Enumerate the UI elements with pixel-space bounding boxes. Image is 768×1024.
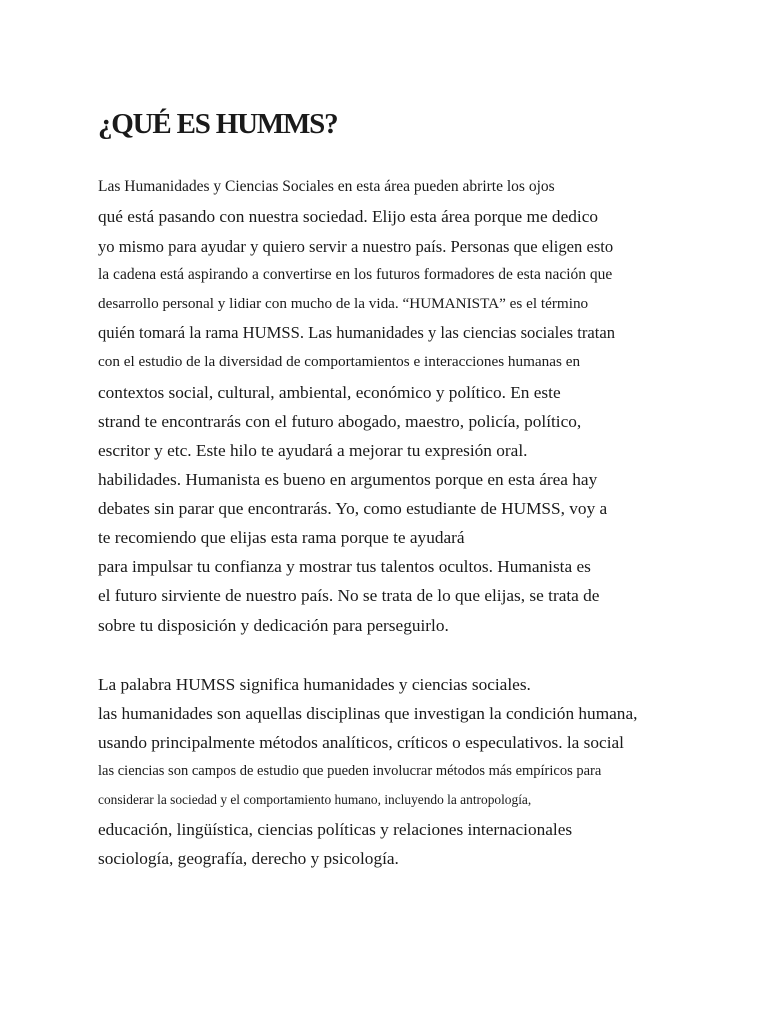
paragraph1-line-12: debates sin parar que encontrarás. Yo, como estudiante de HUMSS, voy a [98,499,608,518]
paragraph1-line-10: escritor y etc. Este hilo te ayudará a mejorar tu expresión oral. [98,441,528,460]
paragraph2-line-7: sociología, geografía, derecho y psicología. [98,849,399,868]
document-title: ¿QUÉ ES HUMMS? [98,108,338,140]
paragraph1-line-11: habilidades. Humanista es bueno en argumentos porque en esta área hay [98,470,598,489]
paragraph1-line-2: qué está pasando con nuestra sociedad. Elijo esta área porque me dedico [98,207,599,226]
paragraph1-line-3: yo mismo para ayudar y quiero servir a nuestro país. Personas que eligen esto [98,237,614,256]
paragraph2-line-6: educación, lingüística, ciencias políticas y relaciones internacionales [98,820,573,839]
paragraph1-line-15: el futuro sirviente de nuestro país. No se trata de lo que elijas, se trata de [98,586,600,605]
paragraph1-line-1: Las Humanidades y Ciencias Sociales en esta área pueden abrirte los ojos [98,178,555,195]
paragraph1-line-9: strand te encontrarás con el futuro abogado, maestro, policía, político, [98,412,582,431]
paragraph2-line-3: usando principalmente métodos analíticos, críticos o especulativos. la social [98,733,624,752]
paragraph1-line-4: la cadena está aspirando a convertirse en los futuros formadores de esta nación que [98,266,613,283]
paragraph1-line-7: con el estudio de la diversidad de comportamientos e interacciones humanas en [98,353,581,370]
paragraph1-line-5: desarrollo personal y lidiar con mucho de la vida. “HUMANISTA” es el término [98,295,589,312]
paragraph2-line-5: considerar la sociedad y el comportamiento humano, incluyendo la antropología, [98,792,532,807]
paragraph1-line-8: contextos social, cultural, ambiental, económico y político. En este [98,383,561,402]
paragraph1-line-14: para impulsar tu confianza y mostrar tus talentos ocultos. Humanista es [98,557,591,576]
paragraph1-line-13: te recomiendo que elijas esta rama porque te ayudará [98,528,465,547]
paragraph2-line-1: La palabra HUMSS significa humanidades y ciencias sociales. [98,675,531,694]
paragraph1-line-16: sobre tu disposición y dedicación para perseguirlo. [98,616,449,635]
paragraph1-line-6: quién tomará la rama HUMSS. Las humanidades y las ciencias sociales tratan [98,323,616,342]
paragraph2-line-4: las ciencias son campos de estudio que pueden involucrar métodos más empíricos para [98,763,602,779]
paragraph2-line-2: las humanidades son aquellas disciplinas que investigan la condición humana, [98,704,638,723]
